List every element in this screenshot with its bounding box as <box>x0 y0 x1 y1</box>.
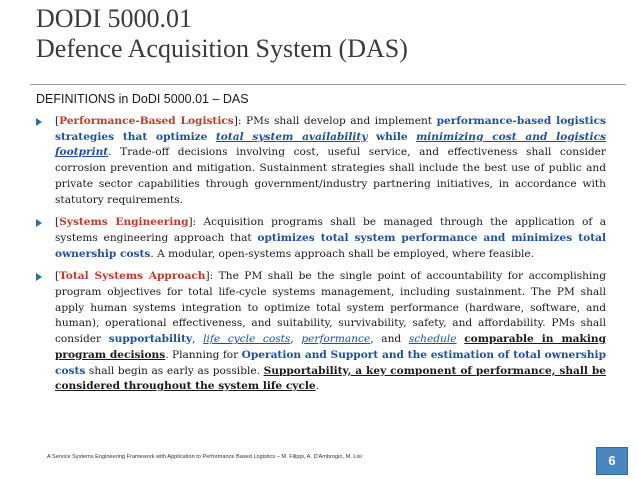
slide-title-line-2: Defence Acquisition System (DAS) <box>36 34 408 63</box>
text: ]: Acquisition programs shall be managed through the application of a systems engineering approach that <box>55 216 607 244</box>
triangle-bullet-icon <box>36 118 42 126</box>
highlight: minimizing cost and logistics footprint <box>55 130 606 159</box>
section-subtitle: DEFINITIONS in DoDI 5000.01 – DAS <box>36 92 249 106</box>
highlight: supportability <box>108 333 193 346</box>
text: , <box>192 333 204 346</box>
text: . Trade-off decisions involving cost, useful service, and effectiveness shall consider corrosion prevention and mitigation. Sustainment strategies shall include the best use of public and private sector capabilities through government/industry partnering initiatives, in accordance with statutory requirements. <box>55 146 606 206</box>
highlight: optimizes total system performance and minimizes total ownership costs <box>55 231 607 260</box>
highlight: Operation and Support and the estimation of total ownership costs <box>55 348 606 377</box>
highlight: comparable in making program decisions <box>55 333 606 361</box>
slide-title-line-1: DODI 5000.01 <box>36 4 192 33</box>
text: . Planning for <box>165 348 242 361</box>
highlight: schedule <box>408 333 457 346</box>
highlight: performance-based logistics strategies that optimize <box>55 115 607 143</box>
text: . A modular, open-systems approach shall be employed, where feasible. <box>150 247 535 260</box>
text: , and <box>370 333 409 346</box>
highlight: total system availability <box>215 130 368 143</box>
highlight: Supportability, a key component of performance, shall be considered throughout the system life cycle <box>55 364 606 393</box>
text: , <box>290 333 302 346</box>
footer-citation: A Service Systems Engineering Framework with Application to Performance Based Logistics – M. Filippi, A. D'Ambrogio, M. Lisi <box>47 454 362 460</box>
bullet-se: [Systems Engineering]: Acquisition programs shall be managed through the application of a systems engineering approach that optimizes total system performance and minimizes total ownership costs. A modular, open-systems approach shall be employed, where feasible. <box>36 215 606 262</box>
page-number-badge: 6 <box>596 447 628 475</box>
term-pbl: Performance-Based Logistics <box>59 115 234 127</box>
triangle-bullet-icon <box>36 219 42 227</box>
term-se: Systems Engineering <box>59 216 189 229</box>
highlight: while <box>375 130 408 143</box>
title-divider <box>30 84 626 85</box>
text: ]: The PM shall be the single point of accountability for accomplishing program objectives for total life-cycle systems management, including sustainment. The PM shall apply human systems integration to optimize total system performance (hardware, software, and human), operational effectiveness, and suitability, survivability, safety, and affordability. PMs shall consider <box>55 270 606 346</box>
text: . <box>315 380 320 393</box>
highlight: performance <box>301 333 371 346</box>
highlight: life cycle costs <box>203 333 291 346</box>
bullet-pbl: [Performance-Based Logistics]: PMs shall develop and implement performance-based logistics strategies that optimize total system availability while minimizing cost and logistics footprint. Trade-off decisions involving cost, useful service, and effectiveness shall consider corrosion prevention and mitigation. Sustainment strategies shall include the best use of public and private sector capabilities through government/industry partnering initiatives, in accordance with statutory requirements. <box>36 114 606 208</box>
triangle-bullet-icon <box>36 273 42 281</box>
term-tsa: Total Systems Approach <box>59 270 206 283</box>
bullet-list <box>36 114 606 402</box>
bullet-tsa: [Total Systems Approach]: The PM shall be the single point of accountability for accomplishing program objectives for total life-cycle systems management, including sustainment. The PM shall apply human systems integration to optimize total system performance (hardware, software, and human), operational effectiveness, and suitability, survivability, safety, and affordability. PMs shall consider supportability, life cycle costs, performance, and schedule comparable in making program decisions. Planning for Operation and Support and the estimation of total ownership costs shall begin as early as possible. Supportability, a key component of performance, shall be considered throughout the system life cycle. <box>36 269 606 395</box>
text: shall begin as early as possible. <box>85 364 264 377</box>
slide-title <box>36 4 626 64</box>
text: ]: PMs shall develop and implement <box>233 115 437 127</box>
